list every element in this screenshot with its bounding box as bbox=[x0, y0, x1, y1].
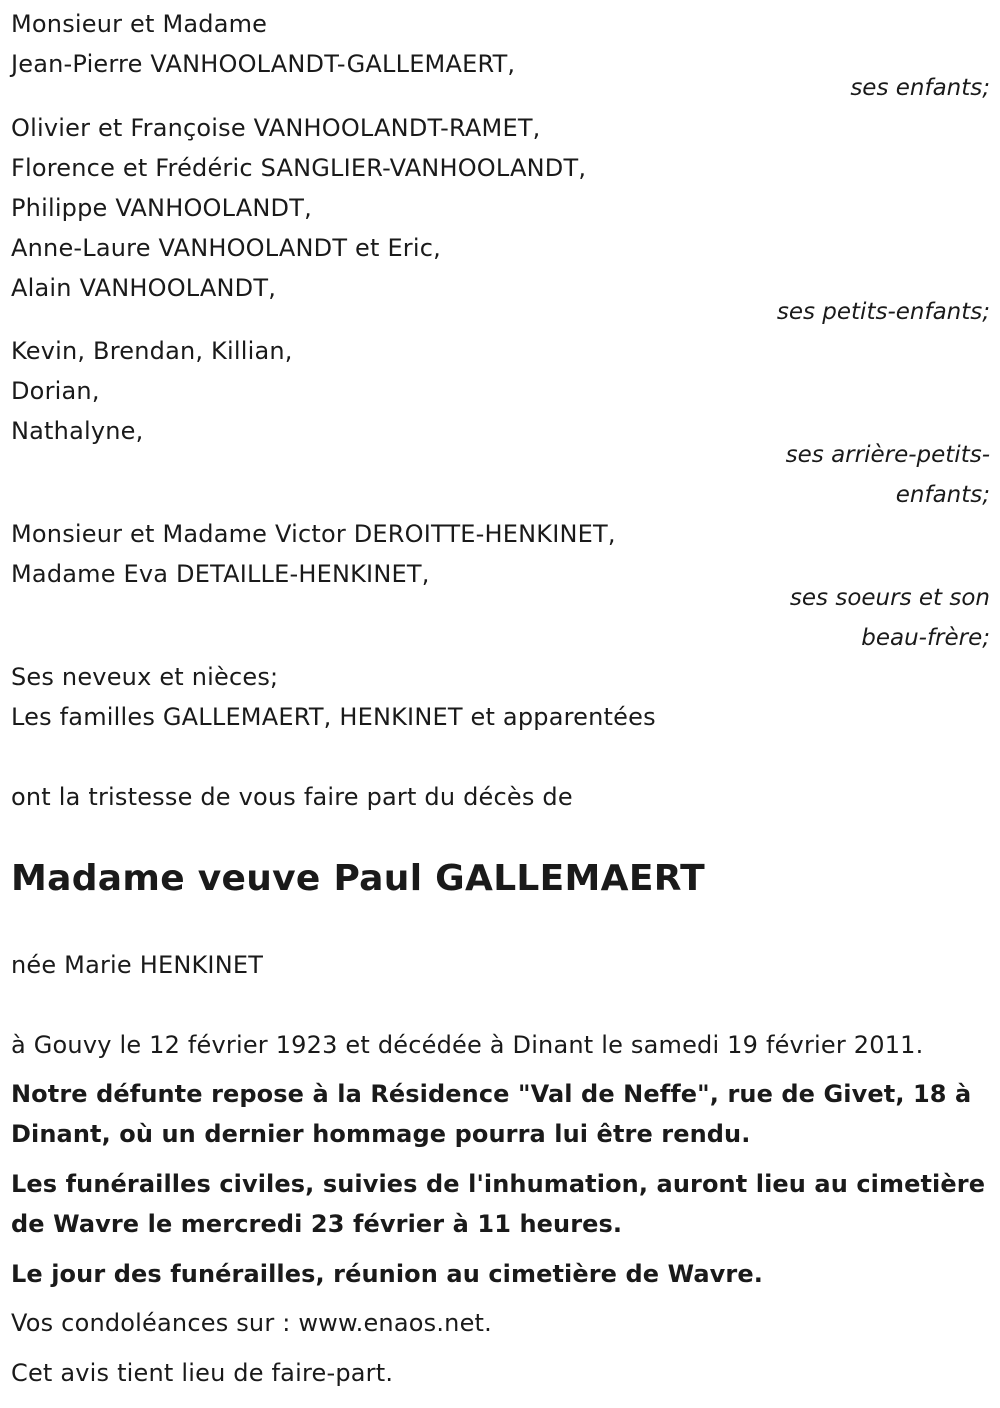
maiden-name: née Marie HENKINET bbox=[11, 951, 264, 979]
relation-children: ses enfants; bbox=[850, 75, 990, 101]
notice-text: Cet avis tient lieu de faire-part. bbox=[11, 1359, 394, 1387]
relation-siblings: ses soeurs et son bbox=[789, 585, 990, 611]
condolences-text: Vos condoléances sur : www.enaos.net. bbox=[11, 1309, 492, 1337]
others-line: Ses neveux et nièces; bbox=[11, 663, 279, 691]
children-line: Monsieur et Madame bbox=[11, 10, 268, 38]
children-line: Jean-Pierre VANHOOLANDT-GALLEMAERT, bbox=[11, 50, 516, 78]
great-grandchild-line: Nathalyne, bbox=[11, 417, 144, 445]
grandchild-line: Anne-Laure VANHOOLANDT et Eric, bbox=[11, 234, 441, 262]
birth-death-text: à Gouvy le 12 février 1923 et décédée à Dinant le samedi 19 février 2011. bbox=[11, 1031, 924, 1059]
grandchild-line: Olivier et Françoise VANHOOLANDT-RAMET, bbox=[11, 114, 541, 142]
grandchild-line: Florence et Frédéric SANGLIER-VANHOOLANDT, bbox=[11, 154, 587, 182]
deceased-name: Madame veuve Paul GALLEMAERT bbox=[11, 858, 705, 899]
grandchild-line: Alain VANHOOLANDT, bbox=[11, 274, 277, 302]
announcement-text: ont la tristesse de vous faire part du décès de bbox=[11, 783, 573, 811]
relation-siblings: beau-frère; bbox=[861, 625, 990, 651]
sibling-line: Monsieur et Madame Victor DEROITTE-HENKINET, bbox=[11, 520, 616, 548]
relation-grandchildren: ses petits-enfants; bbox=[776, 299, 990, 325]
sibling-line: Madame Eva DETAILLE-HENKINET, bbox=[11, 560, 430, 588]
grandchild-line: Philippe VANHOOLANDT, bbox=[11, 194, 312, 222]
relation-great-grandchildren: ses arrière-petits- bbox=[785, 442, 990, 468]
meeting-text: Le jour des funérailles, réunion au cimetière de Wavre. bbox=[11, 1260, 763, 1288]
rest-place-text: Notre défunte repose à la Résidence "Val de Neffe", rue de Givet, 18 à Dinant, où un dernier hommage pourra lui être rendu. bbox=[11, 1080, 972, 1148]
great-grandchild-line: Kevin, Brendan, Killian, bbox=[11, 337, 293, 365]
funeral-text: Les funérailles civiles, suivies de l'inhumation, auront lieu au cimetière de Wavre le mercredi 23 février à 11 heures. bbox=[11, 1170, 986, 1238]
great-grandchild-line: Dorian, bbox=[11, 377, 100, 405]
relation-great-grandchildren: enfants; bbox=[895, 482, 990, 508]
others-line: Les familles GALLEMAERT, HENKINET et apparentées bbox=[11, 703, 656, 731]
